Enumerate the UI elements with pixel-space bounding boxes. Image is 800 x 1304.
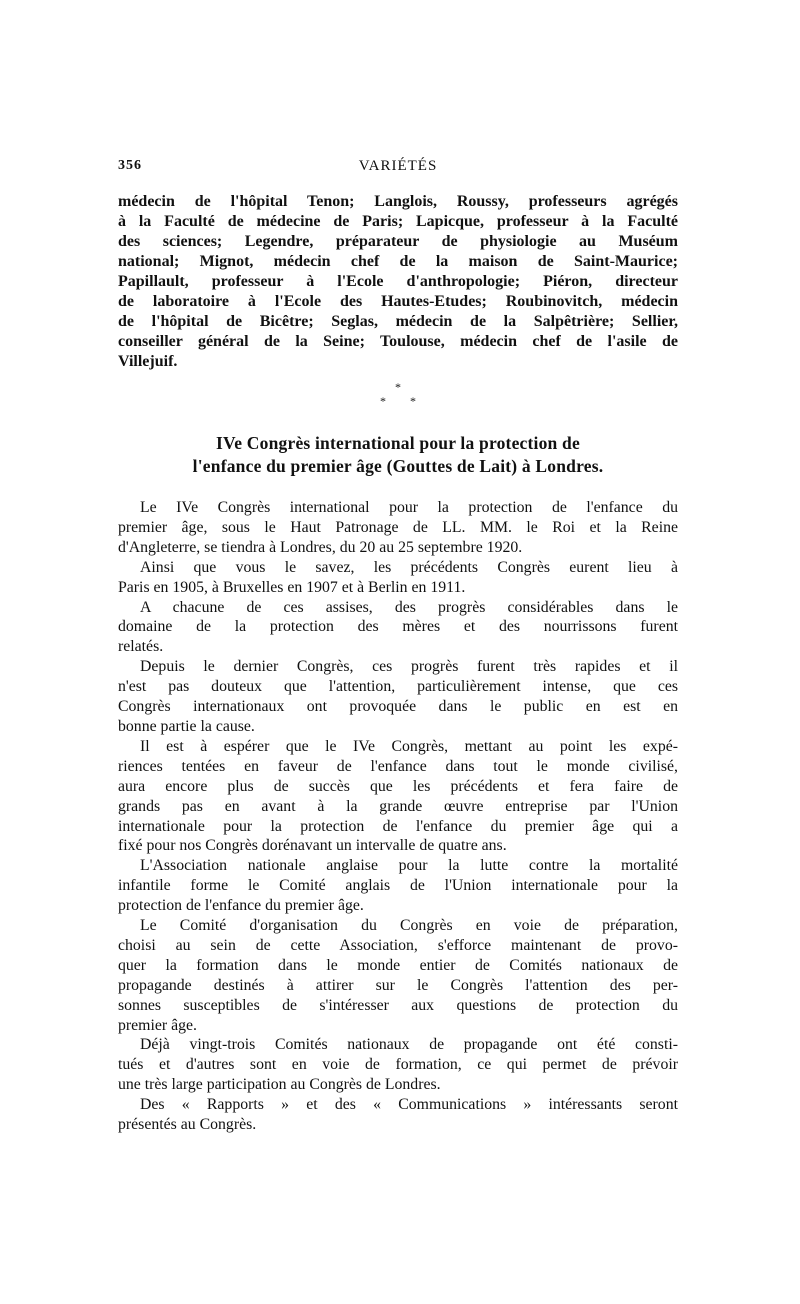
text-line: tués et d'autres sont en voie de formation, ce qui permet de prévoir (118, 1056, 678, 1074)
asterisk: * (380, 394, 386, 408)
text-line: internationale pour la protection de l'enfance du premier âge qui a (118, 817, 678, 835)
text-line: Depuis le dernier Congrès, ces progrès furent très rapides et il (140, 658, 678, 676)
text-line: Villejuif. (118, 353, 178, 370)
paragraph (118, 598, 678, 658)
text-line: choisi au sein de cette Association, s'efforce maintenant de provo- (118, 936, 678, 954)
text-line: A chacune de ces assises, des progrès considérables dans le (140, 598, 678, 616)
text-line: Congrès internationaux ont provoquée dans le public en est en (118, 698, 678, 716)
section-title-line: IVe Congrès international pour la protection de (216, 433, 580, 453)
running-header (118, 158, 678, 184)
paragraph (118, 916, 678, 1035)
text-line: des sciences; Legendre, préparateur de physiologie au Muséum (118, 233, 678, 250)
text-line: présentés au Congrès. (118, 1116, 257, 1134)
text-line: à la Faculté de médecine de Paris; Lapicque, professeur à la Faculté (118, 213, 678, 230)
paragraph (118, 1095, 678, 1135)
text-line: propagande destinés à attirer sur le Congrès l'attention des per- (118, 976, 678, 994)
asterisk: * (395, 380, 401, 394)
asterisk: * (410, 394, 416, 408)
text-line: conseiller général de la Seine; Toulouse, médecin chef de l'asile de (118, 333, 678, 350)
text-line: aura encore plus de succès que les précédents et fera faire de (118, 777, 678, 795)
paragraph (118, 1035, 678, 1095)
paragraph (118, 856, 678, 916)
text-line: national; Mignot, médecin chef de la maison de Saint-Maurice; (118, 253, 678, 270)
text-line: une très large participation au Congrès de Londres. (118, 1076, 441, 1094)
paragraph (118, 498, 678, 558)
paragraph (118, 558, 678, 598)
text-line: d'Angleterre, se tiendra à Londres, du 20 au 25 septembre 1920. (118, 538, 523, 556)
article-body (118, 498, 678, 1135)
running-title: VARIÉTÉS (358, 158, 438, 174)
text-line: de l'hôpital de Bicêtre; Seglas, médecin de la Salpêtrière; Sellier, (118, 313, 678, 330)
text-line: Déjà vingt-trois Comités nationaux de propagande ont été consti- (140, 1036, 678, 1054)
text-line: relatés. (118, 638, 164, 656)
paragraph (118, 657, 678, 737)
text-line: grands pas en avant à la grande œuvre entreprise par l'Union (118, 797, 678, 815)
paragraph (118, 737, 678, 856)
text-line: domaine de la protection des mères et des nourrissons furent (118, 618, 678, 636)
text-line: n'est pas douteux que l'attention, particulièrement intense, que ces (118, 678, 678, 696)
text-line: Paris en 1905, à Bruxelles en 1907 et à Berlin en 1911. (118, 578, 466, 596)
text-line: L'Association nationale anglaise pour la lutte contre la mortalité (140, 857, 678, 875)
text-line: Le IVe Congrès international pour la protection de l'enfance du (140, 499, 678, 516)
text-line: de laboratoire à l'Ecole des Hautes-Etudes; Roubinovitch, médecin (118, 293, 678, 310)
asterism-separator (118, 378, 678, 414)
page (118, 158, 678, 1135)
text-line: infantile forme le Comité anglais de l'Union internationale pour la (118, 877, 678, 895)
text-line: premier âge. (118, 1016, 197, 1034)
text-line: médecin de l'hôpital Tenon; Langlois, Roussy, professeurs agrégés (118, 193, 678, 210)
text-line: Ainsi que vous le savez, les précédents Congrès eurent lieu à (140, 558, 678, 576)
text-line: Des « Rapports » et des « Communications » intéressants seront (140, 1096, 678, 1114)
text-line: premier âge, sous le Haut Patronage de LL. MM. le Roi et la Reine (118, 518, 678, 536)
text-line: riences tentées en faveur de l'enfance dans tout le monde civilisé, (118, 757, 678, 775)
text-line: Le Comité d'organisation du Congrès en voie de préparation, (140, 917, 678, 935)
page-number: 356 (118, 158, 142, 173)
text-line: sonnes susceptibles de s'intéresser aux questions de protection du (118, 996, 678, 1014)
section-title-line: l'enfance du premier âge (Gouttes de Lait) à Londres. (192, 456, 604, 476)
section-title (118, 432, 678, 478)
text-line: Il est à espérer que le IVe Congrès, mettant au point les expé- (140, 737, 678, 755)
previous-section-continuation (118, 192, 678, 372)
text-line: bonne partie la cause. (118, 717, 255, 735)
text-line: protection de l'enfance du premier âge. (118, 897, 364, 915)
text-line: fixé pour nos Congrès dorénavant un intervalle de quatre ans. (118, 837, 507, 855)
text-line: Papillault, professeur à l'Ecole d'anthropologie; Piéron, directeur (118, 273, 678, 290)
text-line: quer la formation dans le monde entier de Comités nationaux de (118, 956, 678, 974)
